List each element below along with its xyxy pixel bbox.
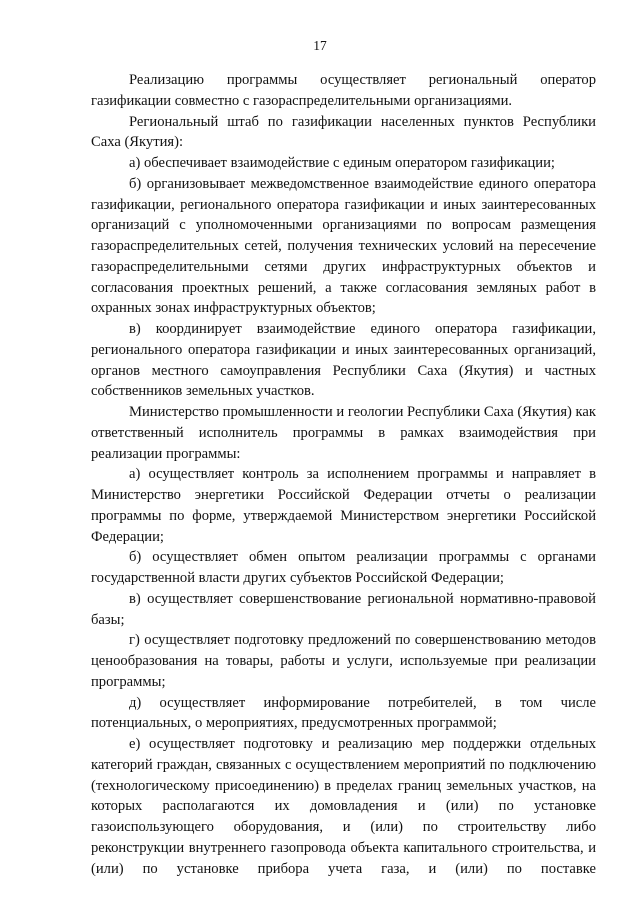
paragraph: б) осуществляет обмен опытом реализации программы с органами государственной власти других субъектов Российской Федерации; <box>91 549 596 586</box>
paragraph: в) осуществляет совершенствование региональной нормативно-правовой базы; <box>91 590 596 628</box>
paragraph: Региональный штаб по газификации населенных пунктов Республики Саха (Якутия): <box>91 113 596 151</box>
paragraph: д) осуществляет информирование потребителей, в том числе потенциальных, о мероприятиях, предусмотренных программой; <box>91 694 596 732</box>
paragraph: в) координирует взаимодействие единого оператора газификации, регионального оператора газификации и иных заинтересованных организаций, органов местного самоуправления Республики Саха (Якутия) и частных собственников земельных участков. <box>91 321 596 400</box>
paragraph: г) осуществляет подготовку предложений по совершенствованию методов ценообразования на товары, работы и услуги, используемые при реализации программы; <box>91 632 596 690</box>
paragraph: Реализацию программы осуществляет региональный оператор газификации совместно с газораспределительными организациями. <box>91 72 596 109</box>
paragraph: е) осуществляет подготовку и реализацию мер поддержки отдельных категорий граждан, связанных с осуществлением мероприятий по подключению (технологическому присоединению) в пределах границ земельных участков, на которых располагаются их домовладения и (или) по установке газоиспользующего оборудования, и (или) по строительству либо реконструкции внутреннего газопровода объекта капитального строительства, и (или) по установке прибора учета газа, и (или) по поставке <box>91 736 596 877</box>
paragraph: а) обеспечивает взаимодействие с единым оператором газификации; <box>129 155 555 171</box>
paragraph: Министерство промышленности и геологии Республики Саха (Якутия) как ответственный исполнитель программы в рамках взаимодействия при реализации программы: <box>91 404 596 462</box>
paragraph: б) организовывает межведомственное взаимодействие единого оператора газификации, регионального оператора газификации и иных заинтересованных организаций с уполномоченными организациями по вопросам размещения газораспределительных сетей, получения технических условий на пересечение газораспределительными сетями других инфраструктурных объектов и согласования проектных решений, а также согласования земляных работ в охранных зонах инфраструктурных объектов; <box>91 175 596 317</box>
page-number: 17 <box>313 38 327 53</box>
paragraph: а) осуществляет контроль за исполнением программы и направляет в Министерство энергетики Российской Федерации отчеты о реализации программы по форме, утверждаемой Министерством энергетики Российской Федерации; <box>91 466 596 545</box>
body-text <box>91 70 596 879</box>
